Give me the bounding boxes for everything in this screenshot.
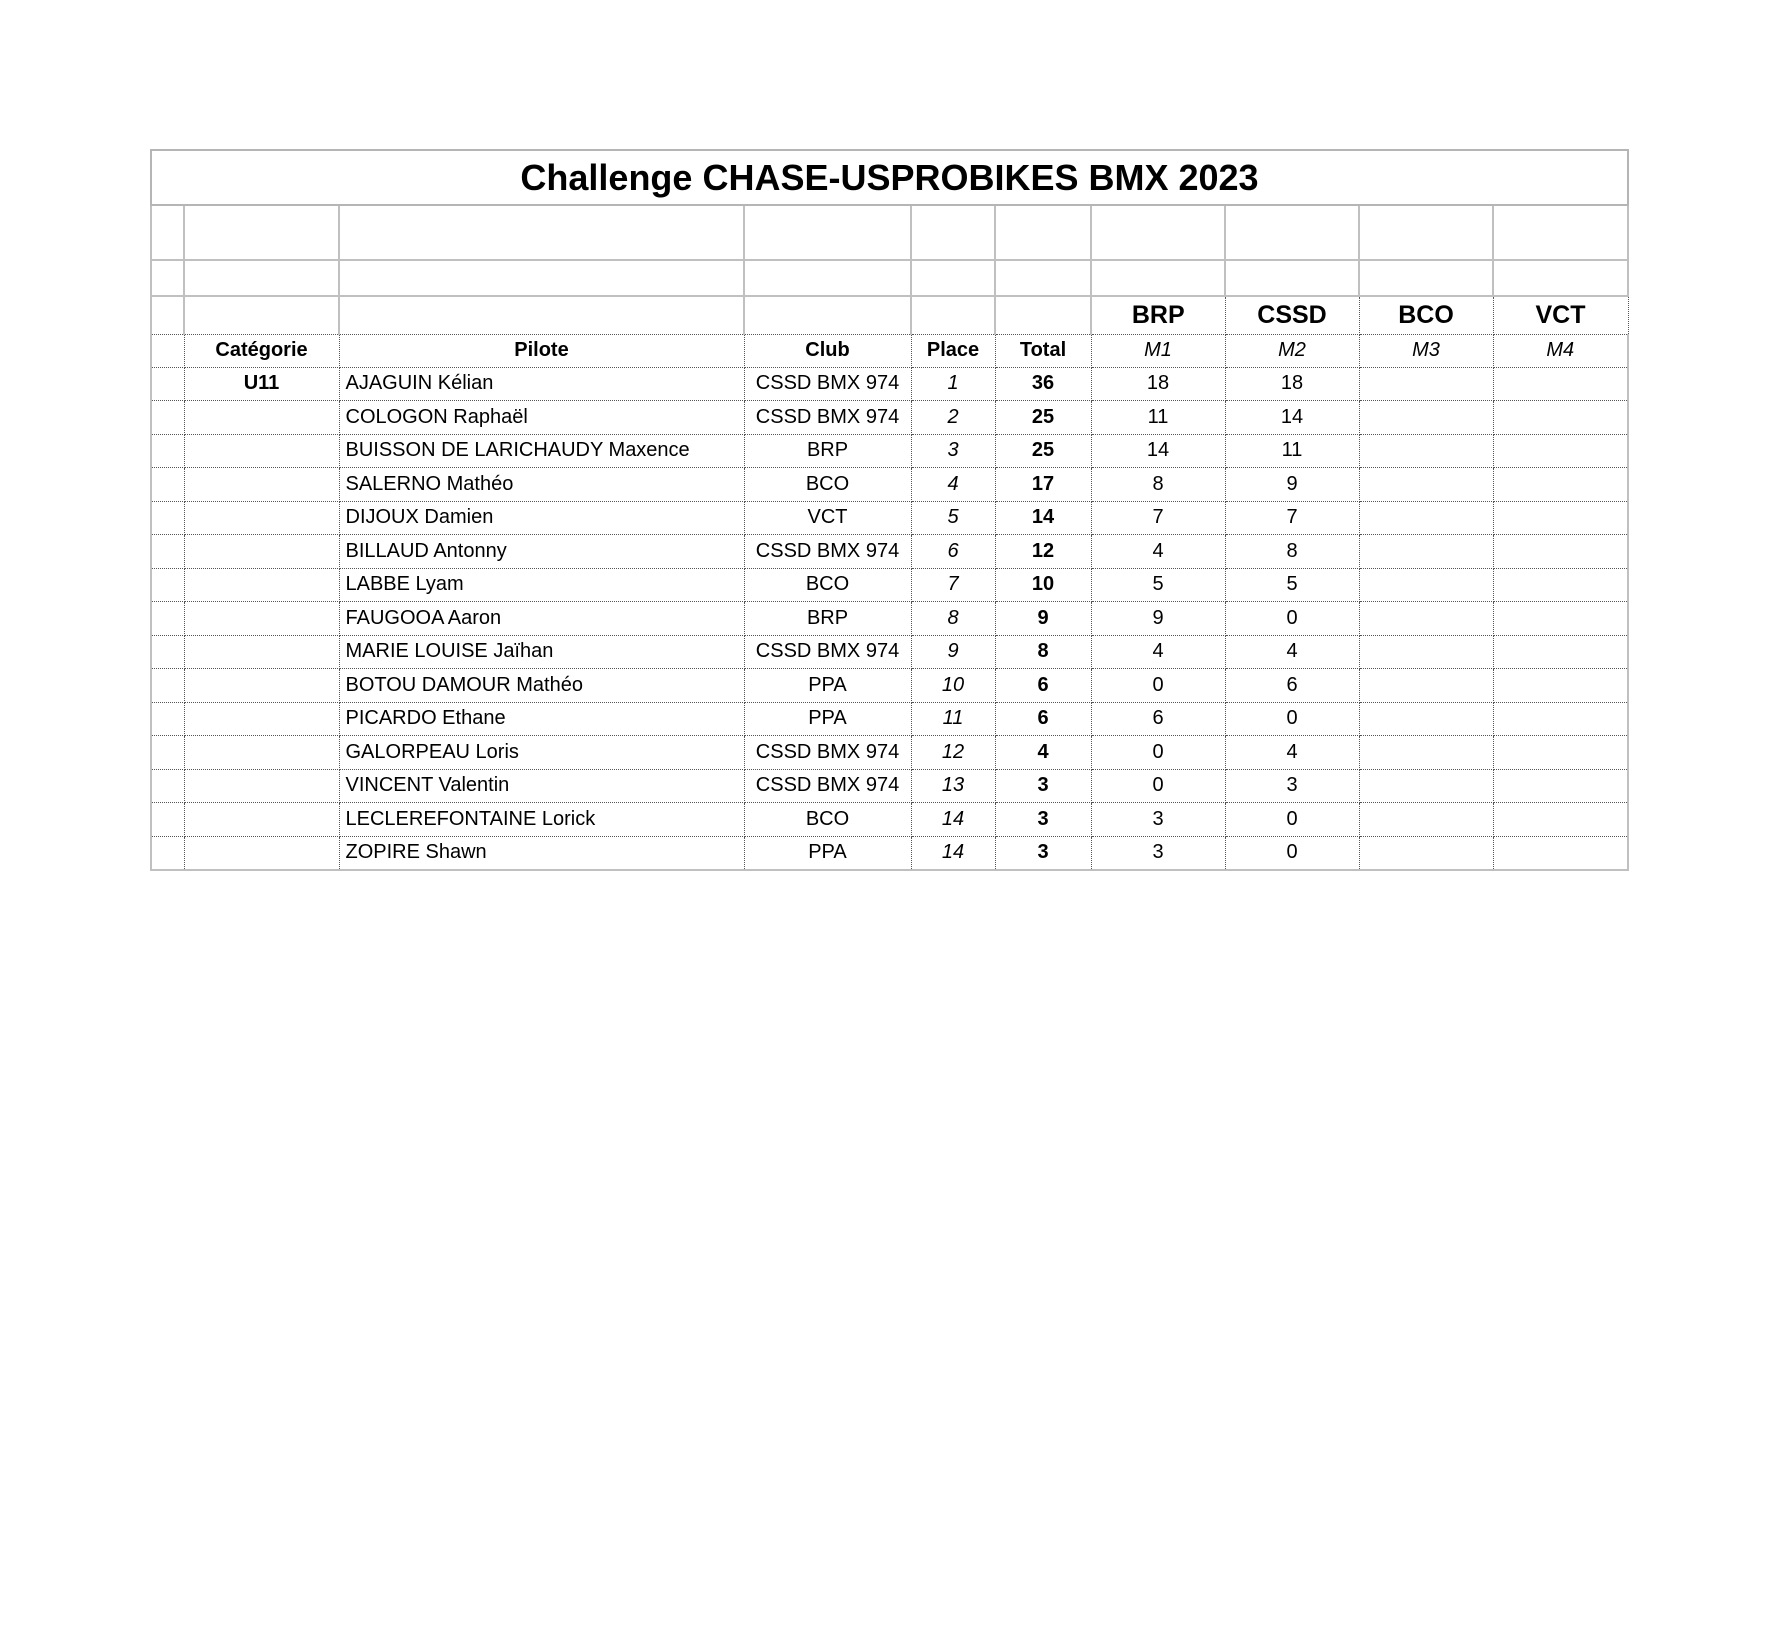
place-cell: 14 (911, 836, 995, 870)
total-cell: 6 (995, 702, 1091, 736)
title-row (151, 150, 1628, 205)
pilot-cell: SALERNO Mathéo (339, 468, 744, 502)
standings-table (150, 149, 1629, 871)
category-cell (184, 468, 339, 502)
category-cell (184, 535, 339, 569)
table-row (151, 736, 1628, 770)
total-cell: 25 (995, 401, 1091, 435)
m3-header: M3 (1359, 334, 1493, 367)
total-cell: 17 (995, 468, 1091, 502)
club-cell: BCO (744, 468, 911, 502)
column-header-row (151, 334, 1628, 367)
m1-score-cell: 8 (1091, 468, 1225, 502)
pilot-cell: GALORPEAU Loris (339, 736, 744, 770)
table-row (151, 501, 1628, 535)
m3-score-cell (1359, 803, 1493, 837)
category-cell (184, 769, 339, 803)
meet-bco-header: BCO (1359, 296, 1493, 334)
club-cell: BRP (744, 434, 911, 468)
m1-score-cell: 6 (1091, 702, 1225, 736)
category-cell (184, 702, 339, 736)
category-cell (184, 736, 339, 770)
meet-header-row (151, 296, 1628, 334)
total-cell: 14 (995, 501, 1091, 535)
table-row (151, 535, 1628, 569)
m4-score-cell (1493, 568, 1628, 602)
total-cell: 3 (995, 803, 1091, 837)
total-cell: 3 (995, 836, 1091, 870)
m4-score-cell (1493, 501, 1628, 535)
club-cell: PPA (744, 702, 911, 736)
category-cell (184, 401, 339, 435)
m2-score-cell: 0 (1225, 602, 1359, 636)
table-row (151, 434, 1628, 468)
table-row (151, 401, 1628, 435)
m4-score-cell (1493, 535, 1628, 569)
pilot-cell: LABBE Lyam (339, 568, 744, 602)
m2-score-cell: 5 (1225, 568, 1359, 602)
meet-vct-header: VCT (1493, 296, 1628, 334)
m1-score-cell: 4 (1091, 635, 1225, 669)
club-cell: CSSD BMX 974 (744, 769, 911, 803)
table-row (151, 635, 1628, 669)
total-cell: 9 (995, 602, 1091, 636)
pilot-cell: ZOPIRE Shawn (339, 836, 744, 870)
place-cell: 3 (911, 434, 995, 468)
total-cell: 6 (995, 669, 1091, 703)
place-cell: 2 (911, 401, 995, 435)
total-cell: 25 (995, 434, 1091, 468)
category-cell: U11 (184, 367, 339, 401)
m1-score-cell: 7 (1091, 501, 1225, 535)
pilot-cell: FAUGOOA Aaron (339, 602, 744, 636)
m3-score-cell (1359, 468, 1493, 502)
club-cell: BCO (744, 568, 911, 602)
club-cell: PPA (744, 669, 911, 703)
pilot-cell: PICARDO Ethane (339, 702, 744, 736)
m2-score-cell: 8 (1225, 535, 1359, 569)
m4-score-cell (1493, 401, 1628, 435)
m1-header: M1 (1091, 334, 1225, 367)
m4-score-cell (1493, 367, 1628, 401)
pilot-cell: MARIE LOUISE Jaïhan (339, 635, 744, 669)
place-cell: 9 (911, 635, 995, 669)
m3-score-cell (1359, 736, 1493, 770)
blank-row (151, 260, 1628, 296)
total-cell: 4 (995, 736, 1091, 770)
m3-score-cell (1359, 535, 1493, 569)
table-row (151, 702, 1628, 736)
pilot-cell: LECLEREFONTAINE Lorick (339, 803, 744, 837)
place-cell: 6 (911, 535, 995, 569)
pilot-cell: BILLAUD Antonny (339, 535, 744, 569)
m2-score-cell: 6 (1225, 669, 1359, 703)
place-cell: 10 (911, 669, 995, 703)
club-cell: CSSD BMX 974 (744, 736, 911, 770)
total-cell: 3 (995, 769, 1091, 803)
m1-score-cell: 0 (1091, 769, 1225, 803)
m2-score-cell: 0 (1225, 702, 1359, 736)
m1-score-cell: 5 (1091, 568, 1225, 602)
pilot-cell: VINCENT Valentin (339, 769, 744, 803)
category-cell (184, 669, 339, 703)
m2-score-cell: 0 (1225, 836, 1359, 870)
m1-score-cell: 0 (1091, 669, 1225, 703)
table-row (151, 367, 1628, 401)
m3-score-cell (1359, 501, 1493, 535)
m2-score-cell: 4 (1225, 736, 1359, 770)
m3-score-cell (1359, 434, 1493, 468)
table-row (151, 602, 1628, 636)
place-cell: 12 (911, 736, 995, 770)
m2-score-cell: 4 (1225, 635, 1359, 669)
club-cell: CSSD BMX 974 (744, 635, 911, 669)
m2-header: M2 (1225, 334, 1359, 367)
category-cell (184, 501, 339, 535)
total-header: Total (995, 334, 1091, 367)
category-cell (184, 635, 339, 669)
m1-score-cell: 14 (1091, 434, 1225, 468)
m3-score-cell (1359, 769, 1493, 803)
category-cell (184, 602, 339, 636)
m4-score-cell (1493, 769, 1628, 803)
total-cell: 36 (995, 367, 1091, 401)
m1-score-cell: 0 (1091, 736, 1225, 770)
total-cell: 10 (995, 568, 1091, 602)
category-cell (184, 434, 339, 468)
place-cell: 11 (911, 702, 995, 736)
club-cell: BRP (744, 602, 911, 636)
table-row (151, 568, 1628, 602)
m4-header: M4 (1493, 334, 1628, 367)
pilot-cell: BOTOU DAMOUR Mathéo (339, 669, 744, 703)
total-cell: 12 (995, 535, 1091, 569)
place-cell: 14 (911, 803, 995, 837)
category-cell (184, 568, 339, 602)
m4-score-cell (1493, 468, 1628, 502)
m2-score-cell: 18 (1225, 367, 1359, 401)
m3-score-cell (1359, 568, 1493, 602)
place-cell: 13 (911, 769, 995, 803)
m2-score-cell: 3 (1225, 769, 1359, 803)
table-row (151, 468, 1628, 502)
m4-score-cell (1493, 602, 1628, 636)
m4-score-cell (1493, 434, 1628, 468)
m3-score-cell (1359, 602, 1493, 636)
club-cell: CSSD BMX 974 (744, 367, 911, 401)
m3-score-cell (1359, 367, 1493, 401)
m1-score-cell: 4 (1091, 535, 1225, 569)
place-header: Place (911, 334, 995, 367)
table-row (151, 669, 1628, 703)
total-cell: 8 (995, 635, 1091, 669)
place-cell: 7 (911, 568, 995, 602)
place-cell: 5 (911, 501, 995, 535)
m1-score-cell: 11 (1091, 401, 1225, 435)
m4-score-cell (1493, 702, 1628, 736)
sheet-title: Challenge CHASE-USPROBIKES BMX 2023 (151, 150, 1628, 205)
category-header: Catégorie (184, 334, 339, 367)
club-cell: BCO (744, 803, 911, 837)
m1-score-cell: 18 (1091, 367, 1225, 401)
pilot-cell: AJAGUIN Kélian (339, 367, 744, 401)
m2-score-cell: 11 (1225, 434, 1359, 468)
m1-score-cell: 9 (1091, 602, 1225, 636)
table-row (151, 769, 1628, 803)
place-cell: 4 (911, 468, 995, 502)
place-cell: 8 (911, 602, 995, 636)
m2-score-cell: 9 (1225, 468, 1359, 502)
m4-score-cell (1493, 803, 1628, 837)
place-cell: 1 (911, 367, 995, 401)
m1-score-cell: 3 (1091, 836, 1225, 870)
category-cell (184, 836, 339, 870)
m3-score-cell (1359, 836, 1493, 870)
m3-score-cell (1359, 635, 1493, 669)
category-cell (184, 803, 339, 837)
club-cell: PPA (744, 836, 911, 870)
pilot-cell: COLOGON Raphaël (339, 401, 744, 435)
meet-brp-header: BRP (1091, 296, 1225, 334)
m2-score-cell: 14 (1225, 401, 1359, 435)
table-row (151, 836, 1628, 870)
m4-score-cell (1493, 836, 1628, 870)
meet-cssd-header: CSSD (1225, 296, 1359, 334)
club-cell: CSSD BMX 974 (744, 535, 911, 569)
m3-score-cell (1359, 669, 1493, 703)
pilot-cell: DIJOUX Damien (339, 501, 744, 535)
m2-score-cell: 0 (1225, 803, 1359, 837)
m1-score-cell: 3 (1091, 803, 1225, 837)
pilot-header: Pilote (339, 334, 744, 367)
club-cell: CSSD BMX 974 (744, 401, 911, 435)
m3-score-cell (1359, 702, 1493, 736)
blank-row (151, 205, 1628, 260)
club-header: Club (744, 334, 911, 367)
m4-score-cell (1493, 669, 1628, 703)
table-row (151, 803, 1628, 837)
m4-score-cell (1493, 635, 1628, 669)
club-cell: VCT (744, 501, 911, 535)
pilot-cell: BUISSON DE LARICHAUDY Maxence (339, 434, 744, 468)
m4-score-cell (1493, 736, 1628, 770)
m3-score-cell (1359, 401, 1493, 435)
m2-score-cell: 7 (1225, 501, 1359, 535)
